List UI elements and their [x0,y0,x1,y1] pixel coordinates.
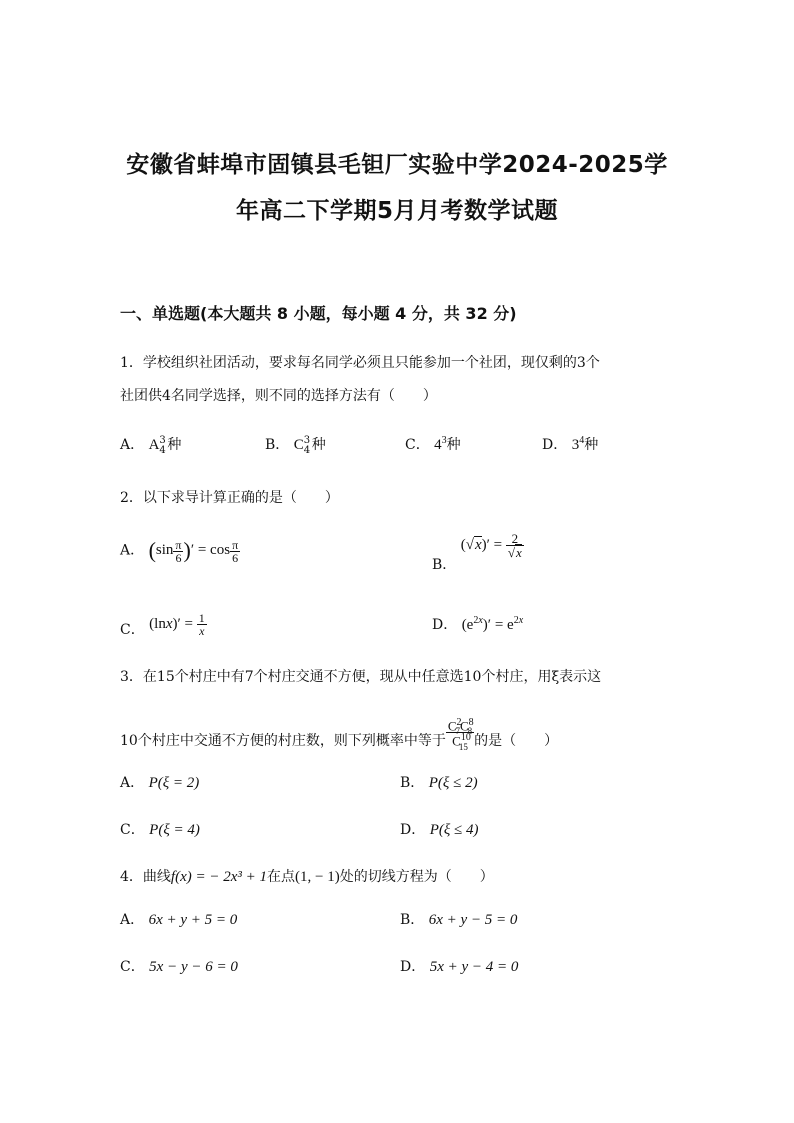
q2-option-b: B． (√x)′ = $\frac{2}{√x}$ [432,531,522,573]
q2-option-d: D． $(e^{2x})' = e^{2x}$ [432,615,524,633]
q4-stem [120,866,494,886]
q4-option-b [400,909,517,929]
q4-stem-part-2: 在点 [267,869,296,885]
q4-function: f(x) = − 2x³ + 1 [170,869,268,885]
q3-stem-line-2a: 10个村庄中交通不方便的村庄数，则下列概率中等于 [120,732,446,749]
q3-option-d [400,819,479,839]
q4-option-c-expr: 5x − y − 6 = 0 [149,959,238,975]
q3-probability-fraction: $\frac{C^2_7C^8_8}{C^{10}_{15}}$ [447,717,474,752]
q4-option-a-expr: 6x + y + 5 = 0 [148,912,238,928]
q3-stem-line-1: 3．在15个村庄中有7个村庄交通不方便，现从中任意选10个村庄，用ξ表示这 [120,669,602,685]
q1-option-d-unit: 种 [584,437,599,453]
q1-option-c-label: C． [405,437,430,453]
q4-option-b-label: B． [400,912,425,928]
q2-option-c-label: C． [120,621,145,638]
q1-option-c: C． $4^3$种 [405,435,461,453]
q2-stem: 2．以下求导计算正确的是（ ） [120,490,339,506]
q3-option-b [400,772,478,792]
q3-option-c-label: C． [120,822,145,838]
q4-option-d-expr: 5x + y − 4 = 0 [429,959,519,975]
q1-option-a-label: A． [120,437,145,453]
q3-option-a-label: A． [120,775,145,791]
q3-stem-line-2 [120,717,559,756]
q4-option-b-expr: 6x + y − 5 = 0 [428,912,518,928]
q2-option-a-label: A． [120,542,145,559]
q4-stem-part-1: 4．曲线 [120,869,171,885]
q1-option-d: D． $3^4$种 [542,435,599,453]
q3-option-b-label: B． [400,775,425,791]
q3-option-c [120,819,200,839]
q2-option-c: C． (lnx)′ = $\frac{1}{x}$ [120,611,205,638]
q4-stem-part-3: 处的切线方程为（ ） [339,869,494,885]
q4-option-c [120,956,238,976]
q4-point: (1, − 1) [295,869,340,885]
q4-option-c-label: C． [120,959,145,975]
q4-option-a-label: A． [120,912,145,928]
q3-option-d-expr: P(ξ ≤ 4) [429,822,479,838]
q3-option-a-expr: P(ξ = 2) [148,775,200,791]
q1-stem-line-2: 社团供4名同学选择，则不同的选择方法有（ ） [120,388,437,404]
q1-option-a: A． A 3 4 种 [120,435,182,456]
q1-option-c-unit: 种 [446,437,461,453]
q4-option-d [400,956,518,976]
exam-title-line-2: 年高二下学期5月月考数学试题 [235,198,558,224]
q1-option-d-label: D． [542,437,568,453]
q3-option-d-label: D． [400,822,426,838]
q3-option-c-expr: P(ξ = 4) [149,822,200,838]
q1-stem-line-1: 1．学校组织社团活动，要求每名同学必须且只能参加一个社团，现仅剩的3个 [120,355,600,371]
q1-option-b-label: B． [265,437,290,453]
q2-option-d-label: D． [432,617,458,633]
exam-title-line-1: 安徽省蚌埠市固镇县毛钽厂实验中学2024-2025学 [126,152,668,178]
q4-option-d-label: D． [400,959,426,975]
q4-option-a [120,909,237,929]
q3-stem-line-2b: 的是（ ） [474,732,559,749]
section-heading: 一、单选题(本大题共 8 小题，每小题 4 分，共 32 分) [120,304,517,323]
q1-option-b: B． C 3 4 种 [265,435,326,456]
q1-option-a-unit: 种 [167,437,182,453]
q2-option-b-label: B． [432,556,457,573]
q3-option-a [120,772,199,792]
q3-option-b-expr: P(ξ ≤ 2) [428,775,478,791]
q1-option-b-unit: 种 [311,437,326,453]
q2-option-a: A． (sin $\frac{\pi}{6}$ )′ = cos $\frac{\pi}{6}$ [120,537,239,565]
